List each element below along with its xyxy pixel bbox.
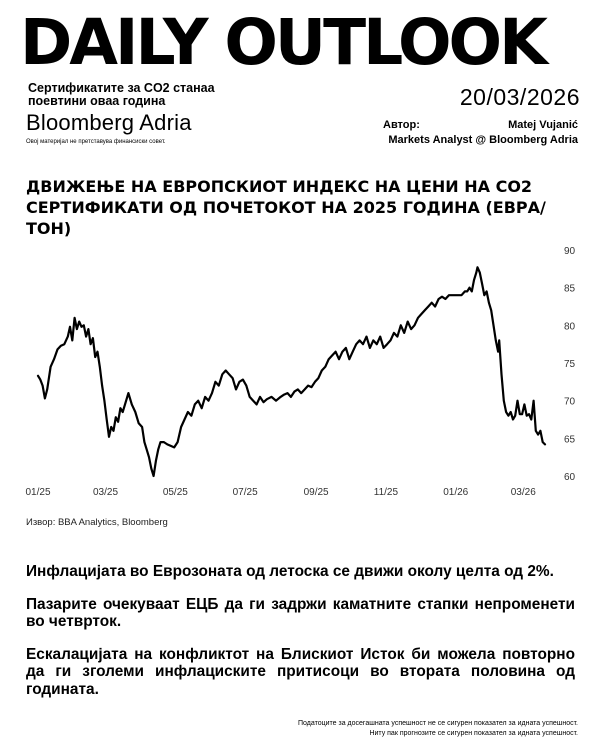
y-tick-label: 70 [564, 396, 576, 408]
y-tick-label: 75 [564, 359, 576, 370]
y-tick-label: 80 [564, 321, 576, 333]
chart-source: Извор: BBA Analytics, Bloomberg [26, 517, 168, 528]
key-point-ecb-rates: Пазарите очекуваат ЕЦБ да ги задржи каматните стапки непроменети во четврток. [26, 595, 575, 630]
footer-line-2: Ниту пак прогнозите се сигурен показател за идната успешност. [369, 730, 578, 737]
x-tick-label: 11/25 [373, 487, 399, 498]
x-tick-label: 01/25 [25, 487, 51, 498]
footer-line-1: Податоците за досегашната успешност не се сигурен показател за идната успешност. [298, 720, 578, 727]
masthead-title: DAILY OUTLOOK [20, 6, 545, 79]
author-name: Matej Vujanić [508, 119, 578, 131]
y-tick-label: 90 [564, 246, 576, 257]
x-tick-label: 01/26 [443, 487, 469, 498]
x-tick-label: 05/25 [162, 487, 188, 498]
x-tick-label: 03/26 [510, 487, 536, 498]
price-chart [0, 238, 600, 503]
key-point-inflation: Инфлацијата во Еврозоната од летоска се движи околу целта од 2%. [26, 563, 554, 580]
series-line [38, 267, 545, 476]
report-subtitle: Сертификатите за CO2 станаа поевтини оваа година [28, 81, 215, 108]
key-points [26, 563, 575, 713]
y-tick-label: 85 [564, 283, 576, 295]
brand-logo: Bloomberg Adria [26, 110, 192, 135]
author-label: Автор: [383, 119, 420, 131]
x-tick-label: 07/25 [232, 487, 258, 498]
x-tick-label: 09/25 [303, 487, 329, 498]
chart-title: ДВИЖЕЊЕ НА ЕВРОПСКИОТ ИНДЕКС НА ЦЕНИ НА CO2 СЕРТИФИКАТИ ОД ПОЧЕТОКОТ НА 2025 ГОДИНА (ЕВРА/ТОН) [26, 177, 546, 238]
key-point-middle-east: Ескалацијата на конфликтот на Блискиот Исток би можела повторно да ги зголеми инфлациските притисоци во втората половина од годината. [26, 645, 575, 698]
y-tick-label: 60 [564, 472, 576, 483]
report-date: 20/03/2026 [459, 84, 580, 110]
x-tick-label: 03/25 [93, 487, 119, 498]
y-tick-label: 65 [564, 434, 576, 446]
disclaimer-note: Овој материјал не претставува финансиски совет. [26, 139, 166, 145]
footer-disclaimer [298, 719, 578, 739]
author-role: Markets Analyst @ Bloomberg Adria [388, 134, 578, 146]
